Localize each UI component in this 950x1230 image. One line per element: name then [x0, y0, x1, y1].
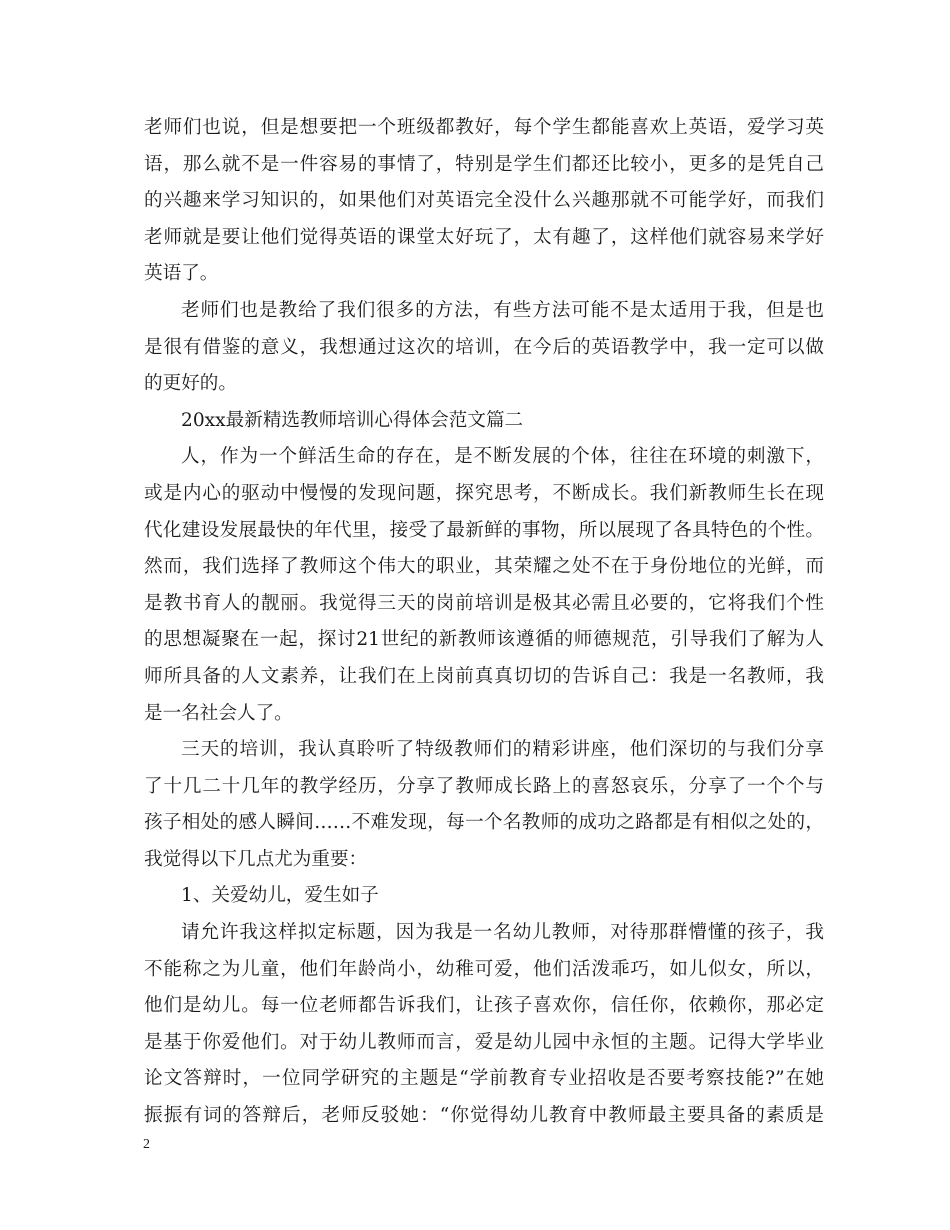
text-line: 语，那么就不是一件容易的事情了，特别是学生们都还比较小，更多的是凭自己: [144, 153, 824, 175]
text-line: 他们是幼儿。每一位老师都告诉我们，让孩子喜欢你，信任你，依赖你，那必定: [144, 995, 824, 1017]
text-line: 孩子相处的感人瞬间……不难发现，每一个名教师的成功之路都是有相似之处的，: [144, 812, 824, 834]
text-line: 的思想凝聚在一起，探讨21世纪的新教师该遵循的师德规范，引导我们了解为人: [144, 629, 824, 651]
paragraph-start-line: 老师们也是教给了我们很多的方法，有些方法可能不是太适用于我，但是也: [181, 299, 824, 321]
text-line: 然而，我们选择了教师这个伟大的职业，其荣耀之处不在于身份地位的光鲜，而: [144, 556, 824, 578]
text-line: 的兴趣来学习知识的，如果他们对英语完全没什么兴趣那就不可能学好，而我们: [144, 190, 824, 212]
text-line: 我觉得以下几点尤为重要：: [144, 848, 368, 870]
text-line: 是很有借鉴的意义，我想通过这次的培训，在今后的英语教学中，我一定可以做: [144, 336, 824, 358]
text-line: 是一名社会人了。: [144, 702, 293, 724]
text-line: 或是内心的驱动中慢慢的发现问题，探究思考，不断成长。我们新教师生长在现: [144, 482, 824, 504]
paragraph-start-line: 三天的培训，我认真聆听了特级教师们的精彩讲座，他们深切的与我们分享: [181, 739, 824, 761]
text-line: 代化建设发展最快的年代里，接受了最新鲜的事物，所以展现了各具特色的个性。: [144, 519, 824, 541]
text-line: 不能称之为儿童，他们年龄尚小，幼稚可爱，他们活泼乖巧，如儿似女，所以，: [144, 958, 824, 980]
text-line: 振振有词的答辩后，老师反驳她：“你觉得幼儿教育中教师最主要具备的素质是: [144, 1105, 824, 1127]
text-line: 英语了。: [144, 263, 219, 285]
text-line: 是基于你爱他们。对于幼儿教师而言，爱是幼儿园中永恒的主题。记得大学毕业: [144, 1031, 824, 1053]
text-line: 老师们也说，但是想要把一个班级都教好，每个学生都能喜欢上英语，爱学习英: [144, 117, 824, 138]
text-line: 老师就是要让他们觉得英语的课堂太好玩了，太有趣了，这样他们就容易来学好: [144, 226, 824, 248]
text-line: 了十几二十几年的教学经历，分享了教师成长路上的喜怒哀乐，分享了一个个与: [144, 775, 824, 797]
paragraph-start-line: 请允许我这样拟定标题，因为我是一名幼儿教师，对待那群懵懂的孩子，我: [181, 922, 824, 944]
page-number: 2: [143, 1137, 150, 1152]
text-line: 论文答辩时，一位同学研究的主题是“学前教育专业招收是否要考察技能?”在她: [144, 1068, 824, 1090]
text-line: 的更好的。: [144, 373, 237, 395]
text-line: 师所具备的人文素养，让我们在上岗前真真切切的告诉自己：我是一名教师，我: [144, 665, 824, 687]
subsection-heading: 1、关爱幼儿，爱生如子: [181, 885, 379, 907]
section-heading: 20xx最新精选教师培训心得体会范文篇二: [181, 409, 524, 431]
document-body: [144, 110, 824, 1135]
paragraph-start-line: 人，作为一个鲜活生命的存在，是不断发展的个体，往往在环境的刺激下，: [181, 446, 824, 468]
text-line: 是教书育人的靓丽。我觉得三天的岗前培训是极其必需且必要的，它将我们个性: [144, 592, 824, 614]
